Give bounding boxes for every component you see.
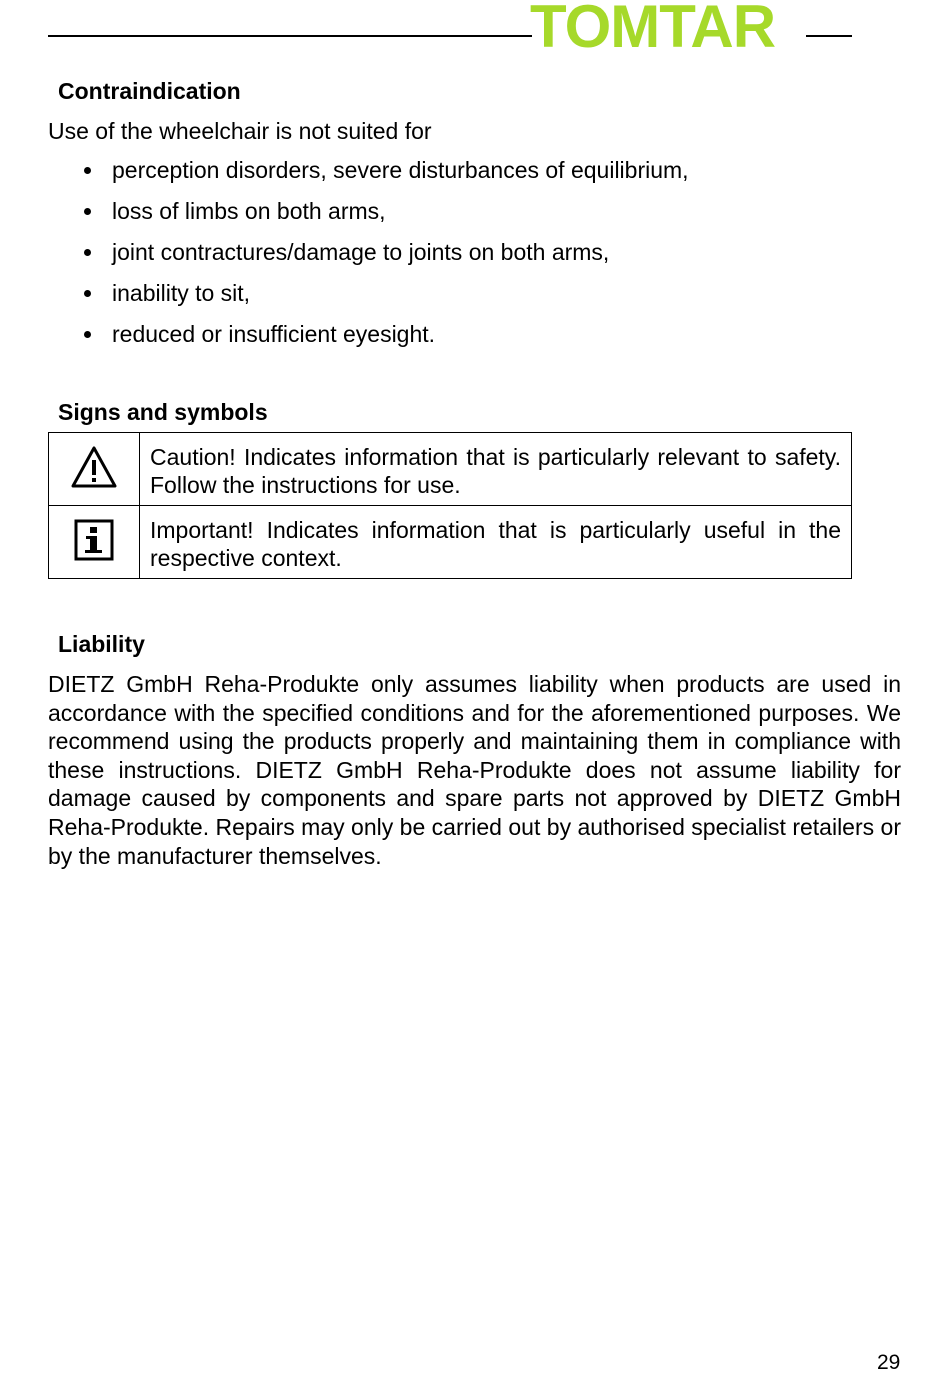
tomtar-logo: TOMTAR	[530, 0, 776, 60]
page-number: 29	[877, 1351, 901, 1374]
symbol-description: Caution! Indicates information that is particularly relevant to safety. Follow the instructions for use.	[140, 433, 852, 506]
list-item-text: joint contractures/damage to joints on both arms,	[112, 239, 610, 265]
table-row	[49, 506, 852, 579]
list-item	[48, 238, 848, 279]
bullet-icon	[84, 167, 91, 174]
bullet-icon	[84, 208, 91, 215]
header-rule-left	[48, 35, 532, 37]
bullet-icon	[84, 331, 91, 338]
bullet-icon	[84, 290, 91, 297]
contraindication-heading: Contraindication	[58, 78, 241, 104]
contraindication-list	[48, 156, 848, 361]
signs-heading: Signs and symbols	[58, 399, 268, 425]
symbol-cell	[49, 506, 140, 579]
list-item	[48, 197, 848, 238]
symbol-cell	[49, 433, 140, 506]
liability-heading: Liability	[58, 631, 145, 657]
list-item-text: loss of limbs on both arms,	[112, 198, 386, 224]
list-item-text: inability to sit,	[112, 280, 251, 306]
list-item-text: reduced or insufficient eyesight.	[112, 321, 436, 347]
header-rule-right	[806, 35, 852, 37]
list-item	[48, 320, 848, 361]
liability-text: DIETZ GmbH Reha-Produkte only assumes liability when products are used in accordance with the specified conditions and for the aforementioned purposes. We recommend using the products properly and maintaining them in compliance with these instructions. DIETZ GmbH Reha-Produkte does not assume liability for damage caused by components and spare parts not approved by DIETZ GmbH Reha-Produkte. Repairs may only be carried out by authorised specialist retailers or by the manufacturer themselves.	[48, 671, 901, 869]
list-item-text: perception disorders, severe disturbances of equilibrium,	[112, 157, 689, 183]
caution-triangle-icon	[70, 445, 118, 489]
bullet-icon	[84, 249, 91, 256]
info-icon	[74, 519, 114, 561]
symbols-table	[48, 432, 852, 579]
list-item	[48, 156, 848, 197]
symbol-description: Important! Indicates information that is particularly useful in the respective context.	[140, 506, 852, 579]
list-item	[48, 279, 848, 320]
contraindication-intro: Use of the wheelchair is not suited for	[48, 118, 432, 144]
table-row	[49, 433, 852, 506]
